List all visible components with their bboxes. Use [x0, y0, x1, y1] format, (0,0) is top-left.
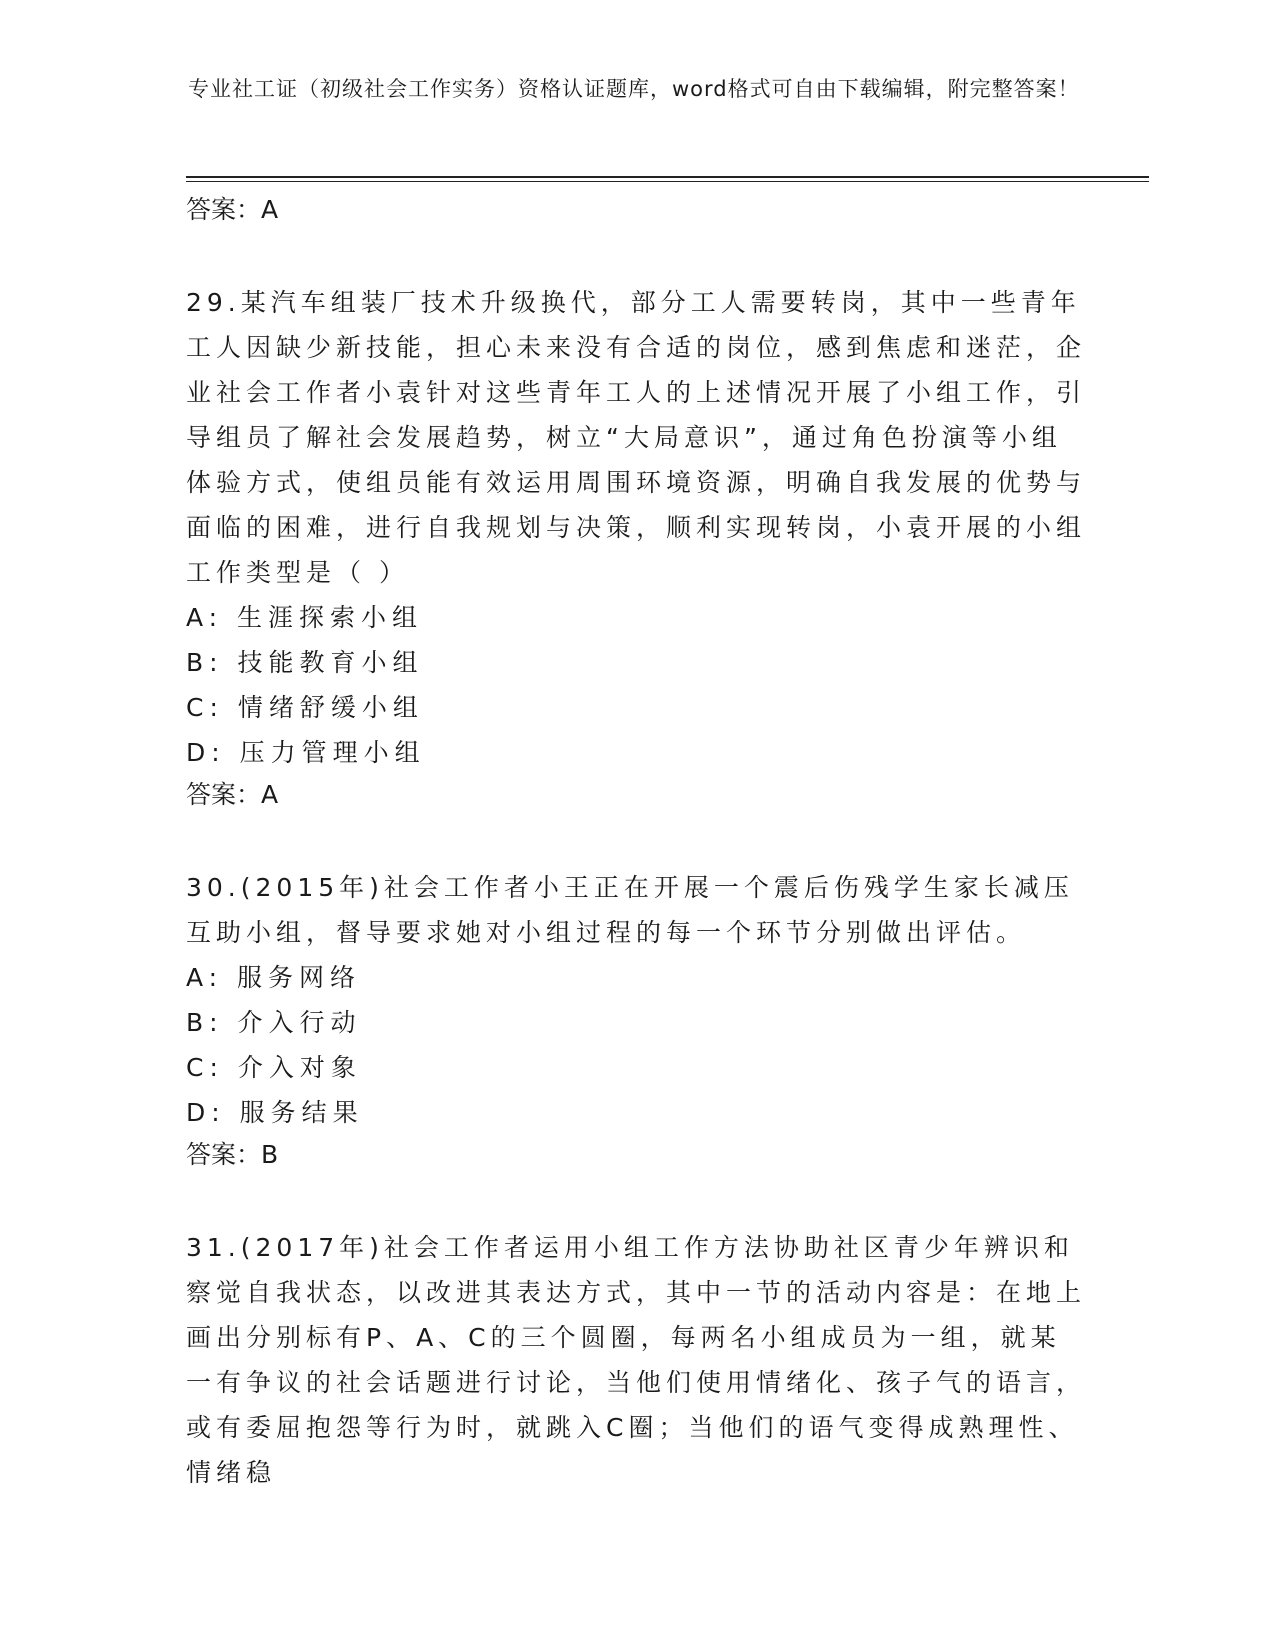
option-29-b: B: 技能教育小组 — [186, 648, 424, 677]
answer-28: 答案：A — [186, 195, 279, 224]
question-31: 31.(2017年)社会工作者运用小组工作方法协助社区青少年辨识和察觉自我状态，以改进其表达方式，其中一节的活动内容是：在地上画出分别标有P、A、C的三个圆圈，每两名小组成员为一组，就某一有争议的社会话题进行讨论，当他们使用情绪化、孩子气的语言，或有委屈抱怨等行为时，就跳入C圈；当他们的语气变得成熟理性、情绪稳 — [186, 1233, 1087, 1487]
option-29-d: D: 压力管理小组 — [186, 738, 426, 767]
option-29-a: A: 生涯探索小组 — [186, 603, 424, 632]
option-30-a: A: 服务网络 — [186, 963, 362, 992]
option-30-d: D: 服务结果 — [186, 1098, 364, 1127]
option-30-b: B: 介入行动 — [186, 1008, 362, 1037]
answer-30: 答案：B — [186, 1140, 279, 1169]
question-30: 30.(2015年)社会工作者小王正在开展一个震后伤残学生家长减压互助小组，督导要求她对小组过程的每一个环节分别做出评估。 — [186, 873, 1074, 947]
header-rule-thin — [186, 181, 1149, 182]
page-header: 专业社工证（初级社会工作实务）资格认证题库，word格式可自由下载编辑，附完整答案！ — [188, 77, 1080, 101]
question-29: 29.某汽车组装厂技术升级换代，部分工人需要转岗，其中一些青年工人因缺少新技能，担心未来没有合适的岗位，感到焦虑和迷茫，企业社会工作者小袁针对这些青年工人的上述情况开展了小组工作，引导组员了解社会发展趋势，树立“大局意识”，通过角色扮演等小组体验方式，使组员能有效运用周围环境资源，明确自我发展的优势与面临的困难，进行自我规划与决策，顺利实现转岗，小袁开展的小组工作类型是（ ） — [186, 288, 1087, 587]
question-content — [186, 190, 1086, 1495]
option-29-c: C: 情绪舒缓小组 — [186, 693, 424, 722]
option-30-c: C: 介入对象 — [186, 1053, 362, 1082]
header-rule-thick — [186, 176, 1149, 178]
answer-29: 答案：A — [186, 780, 279, 809]
